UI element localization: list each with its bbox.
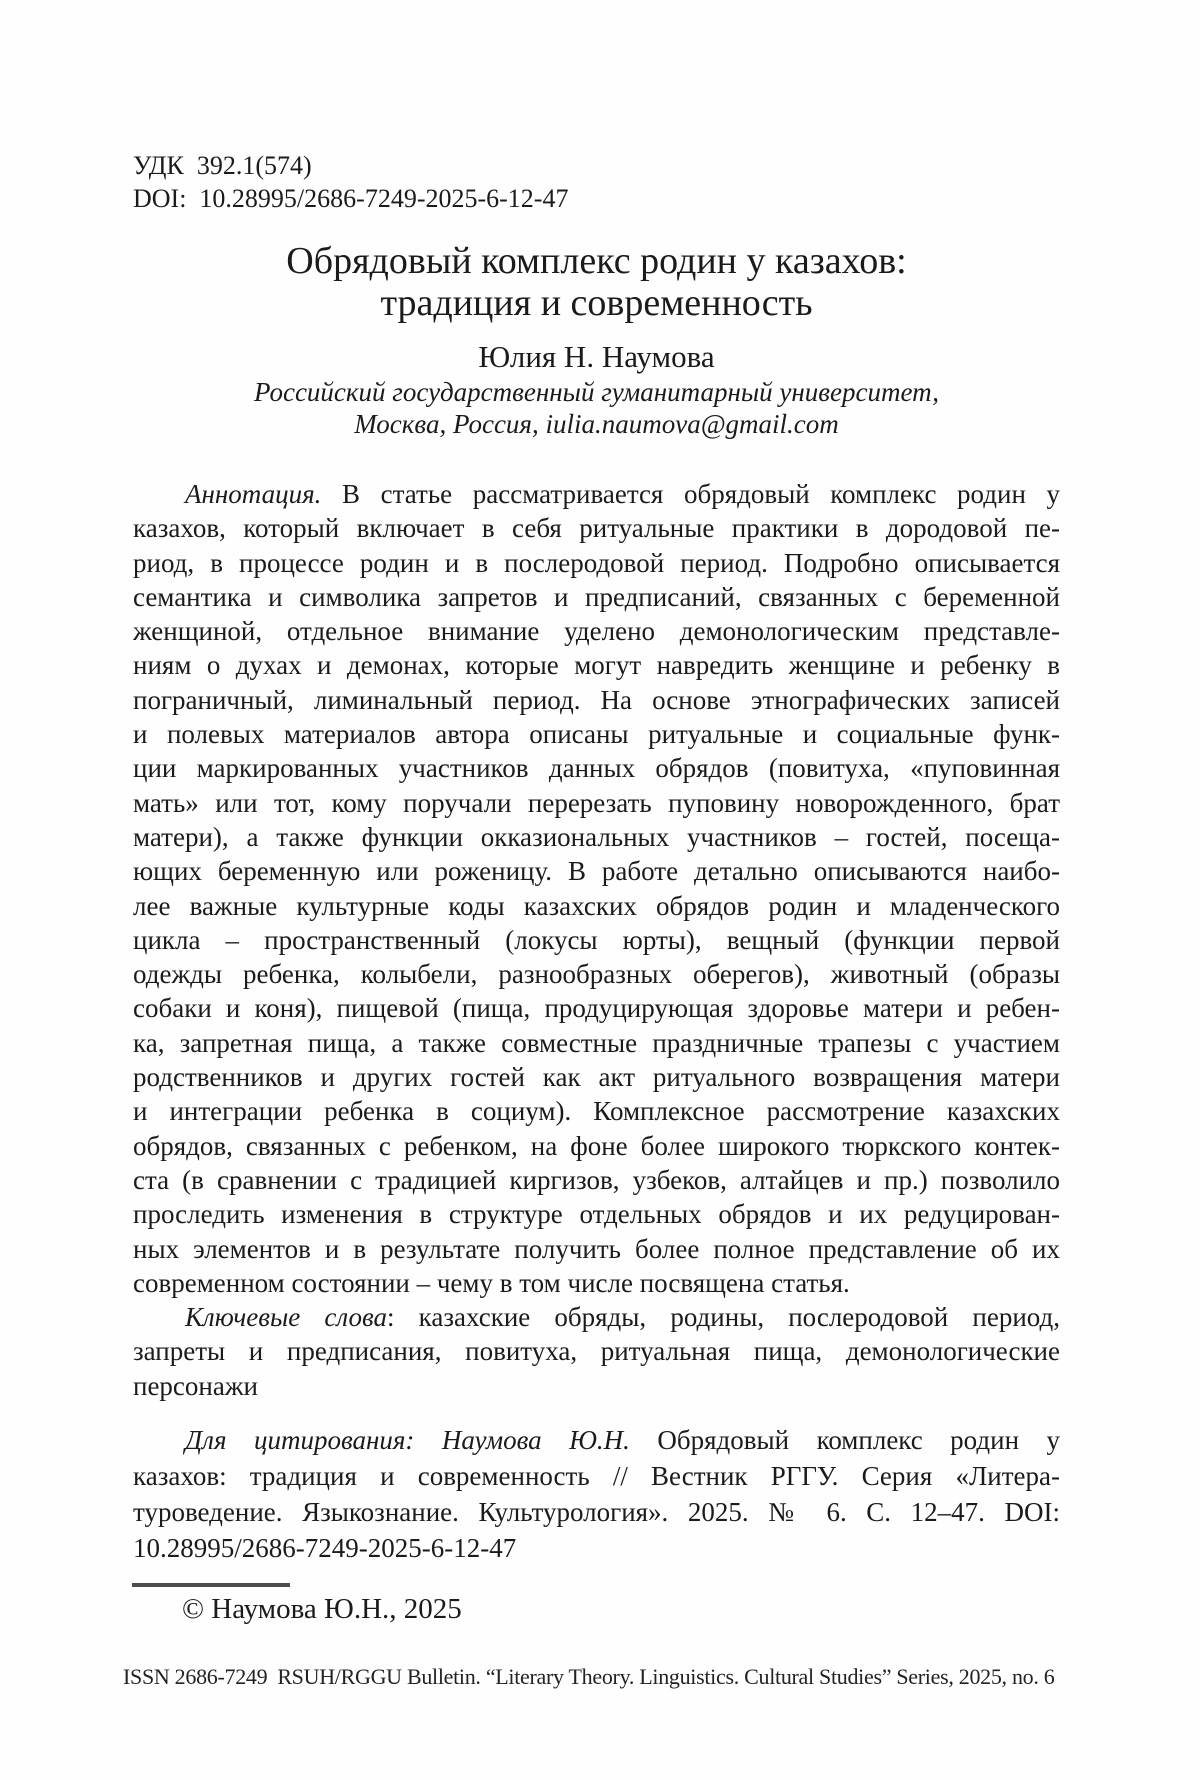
abstract-line: современном состоянии – чему в том числе посвящена статья. <box>133 1267 850 1298</box>
abstract-line: одежды ребенка, колыбели, разнообразных оберегов), животный (образы <box>133 959 1060 990</box>
abstract-line: и интеграции ребенка в социум). Комплексное рассмотрение казахских <box>133 1096 1060 1127</box>
abstract-line: ных элементов и в результате получить более полное представление об их <box>133 1233 1060 1264</box>
abstract-line: ста (в сравнении с традицией киргизов, узбеков, алтайцев и пр.) позволило <box>133 1164 1060 1195</box>
citation-line: 10.28995/2686-7249-2025-6-12-47 <box>133 1533 517 1563</box>
abstract-line: пограничный, лиминальный период. На основе этнографических записей <box>133 684 1060 715</box>
udc-doi-block <box>133 149 1060 215</box>
citation-text: Обрядовый комплекс родин у <box>657 1425 1060 1455</box>
citation-author: Наумова Ю.Н. <box>441 1425 630 1455</box>
abstract-line: казахов, который включает в себя ритуальные практики в дородовой пе- <box>133 513 1060 544</box>
article-title <box>133 240 1060 324</box>
citation-line: туроведение. Языкознание. Культурология». 2025. № 6. С. 12–47. DOI: <box>133 1497 1060 1527</box>
keywords-line <box>133 1300 1060 1334</box>
keywords-line: запреты и предписания, повитуха, ритуальная пища, демонологические <box>133 1336 1060 1367</box>
abstract-line: ка, запретная пища, а также совместные праздничные трапезы с участием <box>133 1027 1060 1058</box>
citation-block <box>133 1422 1060 1566</box>
abstract-line: ниям о духах и демонах, которые могут навредить женщине и ребенку в <box>133 650 1060 681</box>
abstract-line <box>133 477 1060 511</box>
keywords-text: : казахские обряды, родины, послеродовой период, <box>387 1302 1060 1333</box>
affiliation-city-email: Москва, Россия, iulia.naumova@gmail.com <box>354 408 839 439</box>
keywords-line: персонажи <box>133 1370 258 1401</box>
abstract-line: ции маркированных участников данных обрядов (повитуха, «пуповинная <box>133 753 1060 784</box>
citation-label: Для цитирования: <box>185 1425 415 1455</box>
footnote-rule <box>132 1583 290 1587</box>
copyright-notice: © Наумова Ю.Н., 2025 <box>182 1593 462 1625</box>
footer-issn: ISSN 2686-7249 <box>123 1664 268 1689</box>
article-title-line2: традиция и современность <box>380 282 813 324</box>
affiliation-university: Российский государственный гуманитарный университет, <box>253 377 940 407</box>
udc-number: УДК 392.1(574) <box>133 151 312 180</box>
abstract-line: ющих беременную или роженицу. В работе детально описываются наибо- <box>133 856 1060 887</box>
abstract-line: родственников и других гостей как акт ритуального возвращения матери <box>133 1062 1060 1093</box>
abstract-line: проследить изменения в структуре отдельных обрядов и их редуцирован- <box>133 1199 1060 1230</box>
author-affiliation <box>133 377 1060 440</box>
abstract-label: Аннотация. <box>185 479 322 509</box>
article-title-line1: Обрядовый комплекс родин у казахов: <box>286 240 907 282</box>
citation-line: казахов: традиция и современность // Вестник РГГУ. Серия «Литера- <box>133 1461 1060 1491</box>
keywords-label: Ключевые слова <box>185 1302 388 1333</box>
abstract-line: риод, в процессе родин и в послеродовой период. Подробно описывается <box>133 547 1060 578</box>
abstract-and-keywords <box>133 477 1060 1403</box>
abstract-line: женщиной, отдельное внимание уделено демонологическим представле- <box>133 616 1060 647</box>
abstract-line: матери), а также функции окказиональных участников – гостей, посеща- <box>133 821 1060 852</box>
abstract-line: лее важные культурные коды казахских обрядов родин и младенческого <box>133 890 1060 921</box>
abstract-line: собаки и коня), пищевой (пища, продуцирующая здоровье матери и ребен- <box>133 993 1060 1024</box>
abstract-line: цикла – пространственный (локусы юрты), вещный (функции первой <box>133 924 1060 955</box>
abstract-line: семантика и символика запретов и предписаний, связанных с беременной <box>133 581 1060 612</box>
footer-series: RSUH/RGGU Bulletin. “Literary Theory. Linguistics. Cultural Studies” Series, 2025, no. 6 <box>277 1664 1055 1689</box>
article-doi: DOI: 10.28995/2686-7249-2025-6-12-47 <box>133 184 569 213</box>
journal-footer <box>123 1663 1083 1691</box>
abstract-text: В статье рассматривается обрядовый комплекс родин у <box>342 479 1061 509</box>
abstract-line: обрядов, связанных с ребенком, на фоне более широкого тюркского контек- <box>133 1130 1060 1161</box>
author-name: Юлия Н. Наумова <box>478 339 715 374</box>
citation-line <box>133 1422 1060 1458</box>
abstract-line: мать» или тот, кому поручали перерезать пуповину новорожденного, брат <box>133 787 1060 818</box>
abstract-line: и полевых материалов автора описаны ритуальные и социальные функ- <box>133 719 1060 750</box>
